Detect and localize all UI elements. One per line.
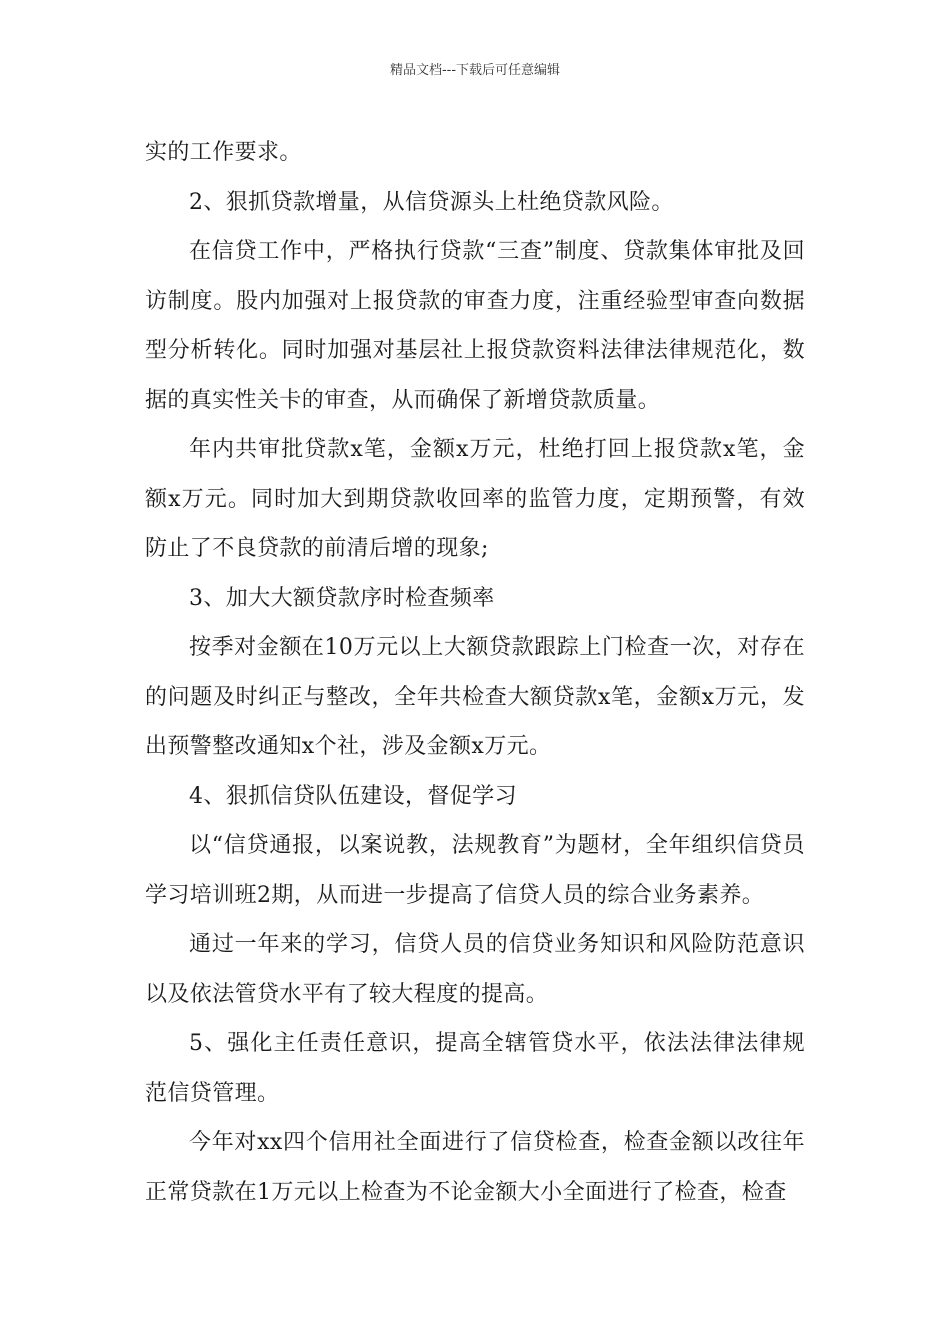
paragraph-heading-2: 2、狠抓贷款增量，从信贷源头上杜绝贷款风险。	[189, 189, 674, 215]
paragraph-quarterly-check: 按季对金额在10万元以上大额贷款跟踪上门检查一次，对存在的问题及时纠正与整改，全年共检查大额贷款x笔，金额x万元，发出预警整改通知x个社，涉及金额x万元。	[145, 635, 805, 759]
paragraph-credit-work: 在信贷工作中，严格执行贷款“三查”制度、贷款集体审批及回访制度。股内加强对上报贷款的审查力度，注重经验型审查向数据型分析转化。同时加强对基层社上报贷款资料法律法律规范化，数据的真实性关卡的审查，从而确保了新增贷款质量。	[145, 239, 805, 413]
page-header: 精品文档---下载后可任意编辑	[389, 63, 561, 78]
paragraph-learning-result: 通过一年来的学习，信贷人员的信贷业务知识和风险防范意识以及依法管贷水平有了较大程度的提高。	[145, 932, 805, 1007]
paragraph-continuation: 实的工作要求。	[145, 140, 302, 165]
paragraph-heading-4: 4、狠抓信贷队伍建设，督促学习	[189, 783, 517, 809]
document-body	[145, 128, 805, 1217]
paragraph-annual-approval: 年内共审批贷款x笔，金额x万元，杜绝打回上报贷款x笔，金额x万元。同时加大到期贷款收回率的监管力度，定期预警，有效防止了不良贷款的前清后增的现象;	[145, 437, 805, 561]
paragraph-heading-3: 3、加大大额贷款序时检查频率	[189, 585, 495, 611]
paragraph-heading-5: 5、强化主任责任意识，提高全辖管贷水平，依法法律法律规范信贷管理。	[145, 1031, 805, 1106]
paragraph-training: 以“信贷通报，以案说教，法规教育”为题材，全年组织信贷员学习培训班2期，从而进一步提高了信贷人员的综合业务素养。	[145, 833, 805, 908]
paragraph-inspection: 今年对xx四个信用社全面进行了信贷检查，检查金额以改往年正常贷款在1万元以上检查为不论金额大小全面进行了检查，检查	[145, 1130, 805, 1205]
